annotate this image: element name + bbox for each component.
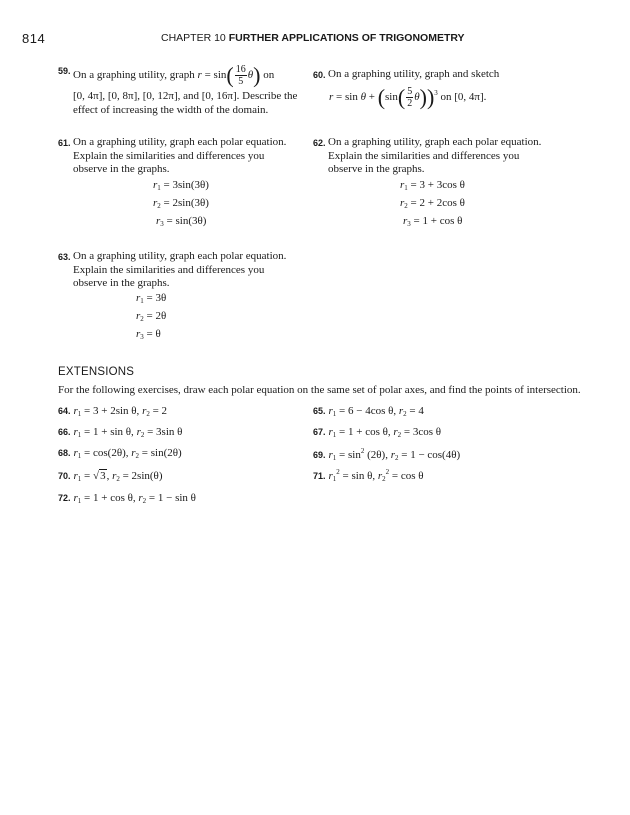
extensions-instructions: For the following exercises, draw each polar equation on the same set of polar axes, and find the points of intersection.	[58, 384, 581, 396]
fraction: $\frac{5}{2}$	[407, 85, 413, 109]
exercise-69: 69. $r_1 = \sin^2 (2\theta)$, $r_2 = 1 - \cos(4\theta)$	[313, 447, 461, 462]
exercise-text: On a graphing utility, graph each polar equation. Explain the similarities and differences you observe in the graphs.	[73, 136, 287, 175]
exercise-text: On a graphing utility, graph each polar equation. Explain the similarities and differences you observe in the graphs.	[328, 136, 542, 175]
section-heading-extensions: EXTENSIONS	[58, 366, 135, 378]
exercise-number: 62.	[313, 138, 326, 148]
running-head	[161, 32, 465, 44]
exercise-62	[313, 136, 553, 177]
chapter-label: CHAPTER 10	[161, 32, 226, 44]
exercise-65: 65. $r_1 = 6 - 4\cos$ θ, $r_2 = 4$	[313, 405, 424, 418]
exercise-number: 61.	[58, 138, 71, 148]
exercise-71: 71. $r_1^2 = \sin \theta$, $r_2^2 = \cos \theta$	[313, 468, 424, 483]
exercise-number: 63.	[58, 252, 71, 262]
square-root: √3	[93, 470, 106, 482]
exercise-63	[58, 250, 298, 291]
exercise-text-continued: [0, 4π], [0, 8π], [0, 12π], and [0, 16π]. Describe the effect of increasing the width of the domain.	[73, 90, 298, 116]
exercise-number: 60.	[313, 70, 326, 80]
exercise-text: On a graphing utility, graph and sketch	[328, 68, 500, 80]
exercise-61	[58, 136, 298, 177]
exercise-text-suffix: on	[263, 69, 275, 82]
exercise-70: 70. $r_1 = √3$, $r_2 = 2\sin(\theta)$	[58, 470, 163, 483]
chapter-title: FURTHER APPLICATIONS OF TRIGONOMETRY	[228, 32, 465, 44]
exercise-62-equations: $r_1 = 3 + 3\cos$ θ $r_2 = 2 + 2\cos$ θ $r_3 = 1 + \cos \theta$	[400, 179, 465, 228]
exercise-number: 59.	[58, 66, 71, 76]
exercise-66: 66. $r_1 = 1 + \sin \theta$, $r_2 = 3\sin$ θ	[58, 426, 183, 439]
exercise-61-equations: $r_1 = 3\sin(3\theta)$ $r_2 = 2\sin(3\theta)$ $r_3 = \sin(3\theta)$	[153, 179, 209, 228]
exercise-60	[313, 68, 588, 109]
fraction: $\frac{16}{5}$	[235, 64, 246, 87]
exercise-60-equation: r = sin θ + (sin( $\frac{5}{2}$ θ))$^3$ on [0, 4π].	[329, 84, 487, 109]
exercise-59: 59. On a graphing utility, graph r = sin( $\frac{16}{5}$ θ) on [0, 4π], [0, 8π], [0, 12π], and [0, 16π]. Describe the effect of increasing the width of the domain.	[58, 64, 313, 117]
exercise-text: On a graphing utility, graph	[73, 69, 195, 82]
exercise-67: 67. $r_1 = 1 + \cos \theta$, $r_2 = 3\cos$ θ	[313, 426, 442, 439]
exercise-64: 64. $r_1 = 3 + 2\sin$ θ, $r_2 = 2$	[58, 405, 168, 418]
exercise-text: On a graphing utility, graph each polar equation. Explain the similarities and differences you observe in the graphs.	[73, 250, 287, 289]
exercise-72: 72. $r_1 = 1 + \cos \theta$, $r_2 = 1 - \sin \theta$	[58, 492, 196, 505]
page-number: 814	[22, 31, 46, 46]
exercise-63-equations: $r_1 = 3\theta$ $r_2 = 2\theta$ $r_3 = \theta$	[136, 292, 167, 341]
exercise-68: 68. $r_1 = \cos(2\theta)$, $r_2 = \sin(2\theta)$	[58, 447, 182, 460]
